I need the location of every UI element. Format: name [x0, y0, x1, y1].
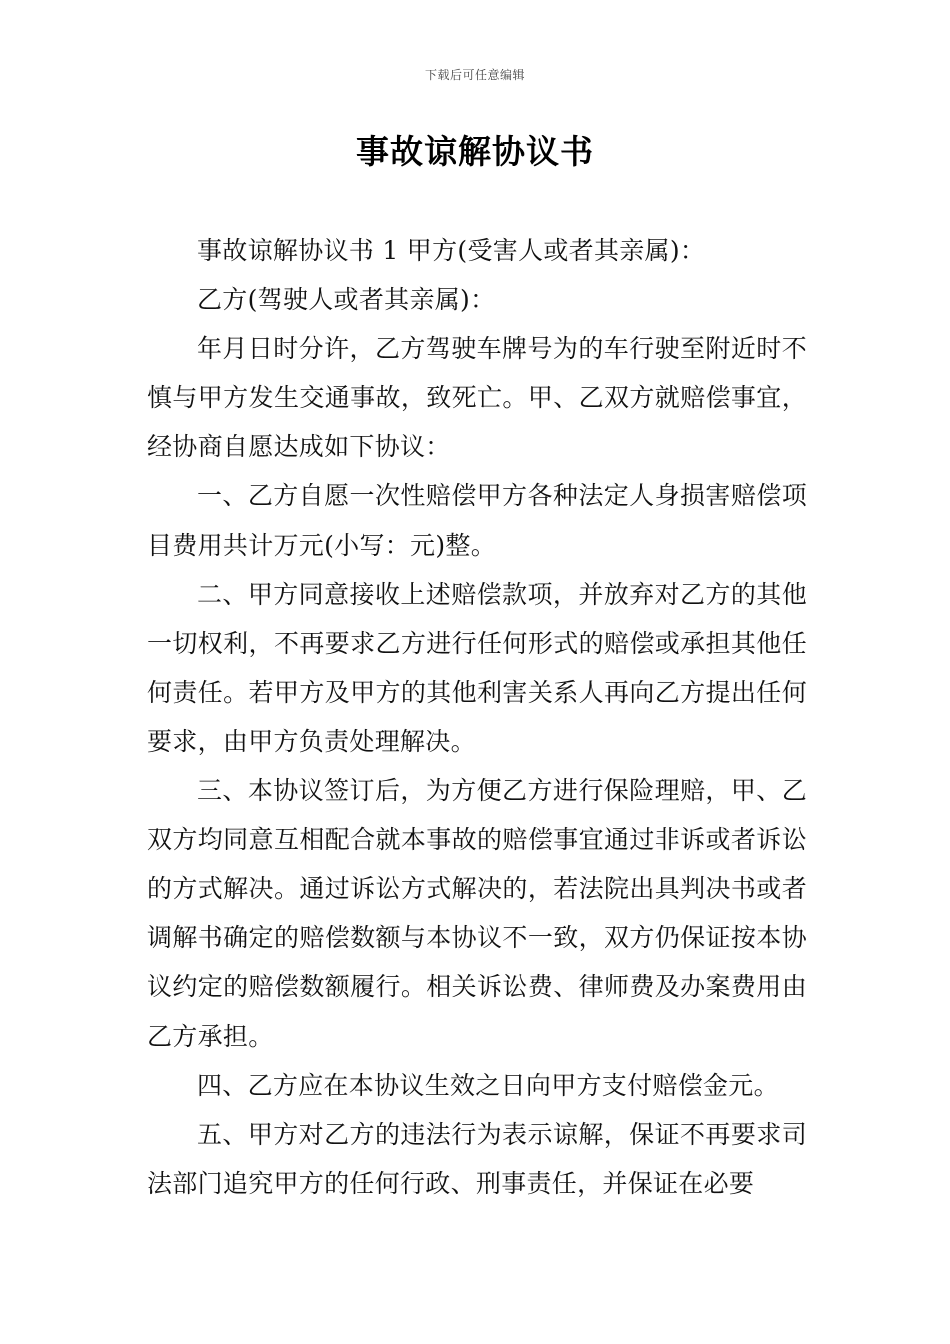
paragraph-clause-1: 一、乙方自愿一次性赔偿甲方各种法定人身损害赔偿项目费用共计万元(小写：元)整。 [147, 481, 807, 560]
document-body [147, 226, 807, 1208]
document-title: 事故谅解协议书 [356, 132, 594, 171]
paragraph-clause-2: 二、甲方同意接收上述赔偿款项，并放弃对乙方的其他一切权利，不再要求乙方进行任何形式的赔偿或承担其他任何责任。若甲方及甲方的其他利害关系人再向乙方提出任何要求，由甲方负责处理解决。 [147, 579, 807, 756]
header-note: 下载后可任意编辑 [424, 68, 525, 82]
paragraph-clause-5: 五、甲方对乙方的违法行为表示谅解，保证不再要求司法部门追究甲方的任何行政、刑事责任，并保证在必要 [147, 1119, 807, 1198]
paragraph-incident: 年月日时分许，乙方驾驶车牌号为的车行驶至附近时不慎与甲方发生交通事故，致死亡。甲、乙双方就赔偿事宜，经协商自愿达成如下协议： [147, 334, 807, 462]
paragraph-clause-3: 三、本协议签订后，为方便乙方进行保险理赔，甲、乙双方均同意互相配合就本事故的赔偿事宜通过非诉或者诉讼的方式解决。通过诉讼方式解决的，若法院出具判决书或者调解书确定的赔偿数额与本协议不一致，双方仍保证按本协议约定的赔偿数额履行。相关诉讼费、律师费及办案费用由乙方承担。 [147, 776, 807, 1051]
paragraph-clause-4: 四、乙方应在本协议生效之日向甲方支付赔偿金元。 [197, 1070, 779, 1100]
paragraph-parties-b: 乙方(驾驶人或者其亲属)： [197, 285, 496, 315]
paragraph-parties-a: 事故谅解协议书 1 甲方(受害人或者其亲属)： [197, 236, 706, 265]
